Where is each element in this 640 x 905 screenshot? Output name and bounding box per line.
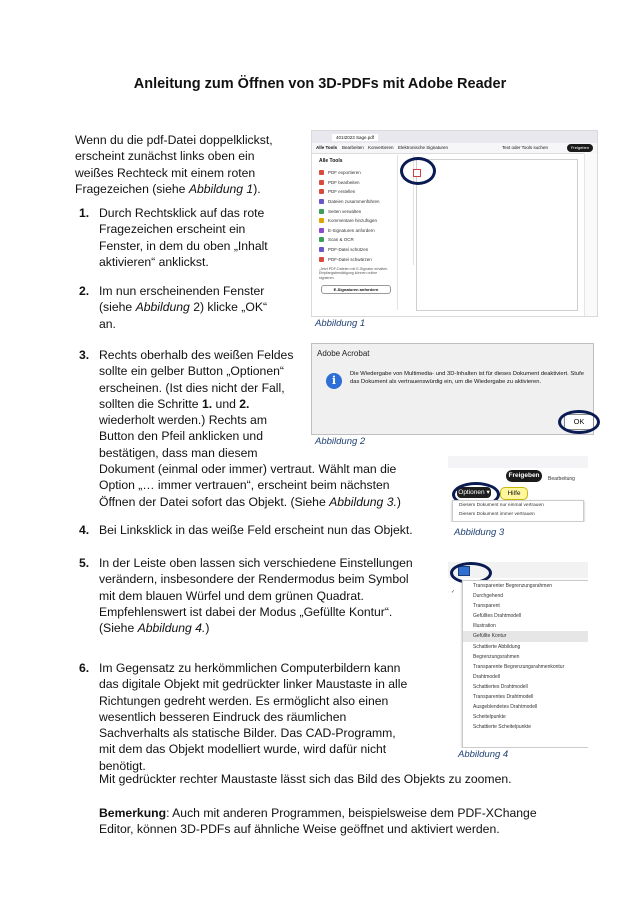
tools-panel-title: Alle Tools <box>319 158 343 164</box>
tool-label: Scan & OCR <box>328 237 354 243</box>
step-number: 1. <box>79 206 90 220</box>
tool-label: Seiten verwalten <box>328 208 362 214</box>
tool-item <box>315 254 397 264</box>
menu-item: Bearbeiten <box>342 145 364 150</box>
tool-icon <box>319 189 324 194</box>
request-signatures-button: E-Signaturen anfordern <box>321 285 391 294</box>
render-mode-list <box>462 580 588 748</box>
step-number: 3. <box>79 348 90 362</box>
intro-line: weißes Rechteck mit einem roten <box>75 165 256 180</box>
tab-bar <box>312 131 597 143</box>
tool-label: Dateien zusammenführen <box>328 199 380 205</box>
tool-item <box>315 245 397 255</box>
figure-2-caption: Abbildung 2 <box>315 436 366 447</box>
tool-label: PDF-Datei schwärzen <box>328 256 372 262</box>
render-mode-item: Durchgehend <box>473 593 504 600</box>
dropdown-item: Diesem Dokument nur einmal vertrauen <box>459 503 544 508</box>
render-mode-item: Gefüllte Kontur <box>463 631 588 641</box>
help-button: Hilfe <box>500 487 528 500</box>
step-number: 2. <box>79 284 90 298</box>
menu-bar <box>312 143 597 154</box>
intro-line: Wenn du die pdf-Datei doppelklickst, <box>75 133 273 147</box>
step-2-text: Im nun erscheinenden Fenster (siehe Abbildung 2) klicke „OK“ an. <box>99 284 268 331</box>
render-mode-item: Transparente Begrenzungsrahmenkontur <box>473 663 565 670</box>
figure-2-dialog <box>311 343 594 435</box>
share-button: Freigeben <box>567 144 593 152</box>
signature-note: „Jetzt PDF-Dateien mit E-Signatur erhalten. Empfangsbestätigung können online signieren. <box>319 266 389 280</box>
right-toolbar <box>584 153 597 316</box>
step-6-extra: Mit gedrückter rechter Maustaste lässt sich das Bild des Objekts zu zoomen. <box>99 772 512 786</box>
dialog-message: Die Wiedergabe von Multimedia- und 3D-Inhalten ist für dieses Dokument deaktiviert. Stufe das Dokument als vertrauenswürdig ein, um die Wiedergabe zu aktivieren. <box>350 371 584 385</box>
intro-line: erscheint zunächst links oben ein <box>75 149 255 164</box>
info-icon: i <box>326 373 342 389</box>
tool-item <box>315 206 397 216</box>
render-mode-item: Transparent <box>473 603 500 610</box>
highlight-circle <box>400 157 436 185</box>
tool-icon <box>319 170 324 175</box>
figure-4-caption: Abbildung 4 <box>458 749 509 760</box>
tool-label: E-Signaturen anfordern <box>328 227 375 233</box>
tool-icon <box>319 209 324 214</box>
tool-item <box>315 178 397 188</box>
checkmark-icon: ✓ <box>451 589 456 595</box>
render-mode-item: Schattiertes Drahtmodell <box>473 683 528 690</box>
render-mode-item: Transparentes Drahtmodell <box>473 694 534 701</box>
figure-1-screenshot <box>311 130 598 317</box>
tool-icon <box>319 199 324 204</box>
ok-button: OK <box>564 414 594 430</box>
step-number: 6. <box>79 661 90 675</box>
figure-3-caption: Abbildung 3 <box>454 527 505 538</box>
intro-paragraph <box>75 132 305 197</box>
step-number: 5. <box>79 556 90 570</box>
tools-panel <box>315 155 398 310</box>
render-mode-item: Schattierte Scheitelpunkte <box>473 724 532 731</box>
render-mode-item: Transparenter Begrenzungsrahmen <box>473 583 553 589</box>
intro-line: Fragezeichen (siehe Abbildung 1). <box>75 181 261 196</box>
tool-label: PDF-Datei schützen <box>328 247 369 253</box>
render-mode-item: Begrenzungsrahmen <box>473 653 520 660</box>
tool-icon <box>319 218 324 223</box>
tool-icon <box>319 228 324 233</box>
edit-menu: Bearbeitung <box>548 476 575 482</box>
figure-3-screenshot <box>448 456 588 522</box>
tool-label: PDF bearbeiten <box>328 179 360 185</box>
figure-4-screenshot <box>448 562 588 748</box>
document-page <box>416 159 578 311</box>
tool-label: Kommentare hinzufügen <box>328 218 378 224</box>
figure-1-caption: Abbildung 1 <box>315 318 366 329</box>
tool-label: PDF exportieren <box>328 170 361 176</box>
render-mode-item: Scheitelpunkte <box>473 714 506 721</box>
render-mode-item: Drahtmodell <box>473 673 500 680</box>
render-mode-item: Schattierte Abbildung <box>473 643 521 650</box>
tool-label: PDF erstellen <box>328 189 356 195</box>
step-3-text: Rechts oberhalb des weißen Feldes sollte ein gelber Button „Optionen“ erscheinen. (Ist dies nicht der Fall, sollten die Schritte 1. und 2. wiederholt werden.) Rechts am Button den Pfeil anklicken und bestätigen, dass man diesem Dokument (einmal oder immer) vertraut. Wählt man die Option „… immer vertrauen“, erscheint beim nächsten Öffnen der Datei sofort das Objekt. (Siehe Abbildung 3.) <box>99 348 401 509</box>
options-dropdown <box>452 500 584 522</box>
step-1-text: Durch Rechtsklick auf das rote Fragezeichen erscheint ein Fenster, in dem du oben „Inhalt aktivieren“ anklickst. <box>99 206 268 269</box>
tool-icon <box>319 257 324 262</box>
tool-icon <box>319 247 324 252</box>
tool-item <box>315 187 397 197</box>
step-4-text: Bei Linksklick in das weiße Feld erscheint nun das Objekt. <box>99 523 413 537</box>
render-mode-item: Ausgeblendetes Drahtmodell <box>473 704 538 711</box>
render-mode-item: Illustration <box>473 623 496 630</box>
options-button: Optionen ▾ <box>458 489 490 496</box>
tool-item <box>315 216 397 226</box>
highlight-circle <box>558 410 600 434</box>
menu-item: Konvertieren <box>368 145 394 150</box>
tools-list <box>315 168 397 264</box>
dropdown-item: Diesem Dokument immer vertrauen <box>459 512 535 517</box>
tool-icon <box>319 237 324 242</box>
menu-item: Elektronische Signaturen <box>398 145 449 150</box>
tool-item <box>315 197 397 207</box>
share-button: Freigeben <box>506 470 542 482</box>
step-6-text: Im Gegensatz zu herkömmlichen Computerbildern kann das digitale Objekt mit gedrückter linker Maustaste in alle Richtungen gedreht werden. Es ermöglicht also einen wesentlich besseren Eindruck des räumlichen Sachverhalts als statische Bilder. Das CAD-Programm, mit dem das Objekt modelliert wurde, wird dafür nicht benötigt. <box>99 661 408 773</box>
document-tab: 401I2023 Sage.pdf <box>332 134 378 141</box>
dialog-title: Adobe Acrobat <box>317 349 370 358</box>
step-number: 4. <box>79 523 90 537</box>
render-mode-item: Gefülltes Drahtmodell <box>473 613 522 620</box>
menu-item: Alle Tools <box>316 145 338 150</box>
tool-icon <box>319 180 324 185</box>
remark: Bemerkung: Auch mit anderen Programmen, beispielsweise dem PDF-XChange Editor, können 3D-PDFs auf ähnliche Weise geöffnet und aktiviert werden. <box>99 806 537 837</box>
tool-item <box>315 168 397 178</box>
step-5-text: In der Leiste oben lassen sich verschiedene Einstellungen verändern, insbesondere der Rendermodus beim Symbol mit dem blauen Würfel und dem grünen Quadrat. Empfehlenswert ist dabei der Modus „Gefüllte Kontur“. (Siehe Abbildung 4.) <box>99 556 413 636</box>
page-title: Anleitung zum Öffnen von 3D-PDFs mit Adobe Reader <box>133 76 507 92</box>
tool-item <box>315 226 397 236</box>
toolbar-row <box>448 456 588 468</box>
tool-item <box>315 235 397 245</box>
search-field: Text oder Tools suchen <box>502 145 548 150</box>
